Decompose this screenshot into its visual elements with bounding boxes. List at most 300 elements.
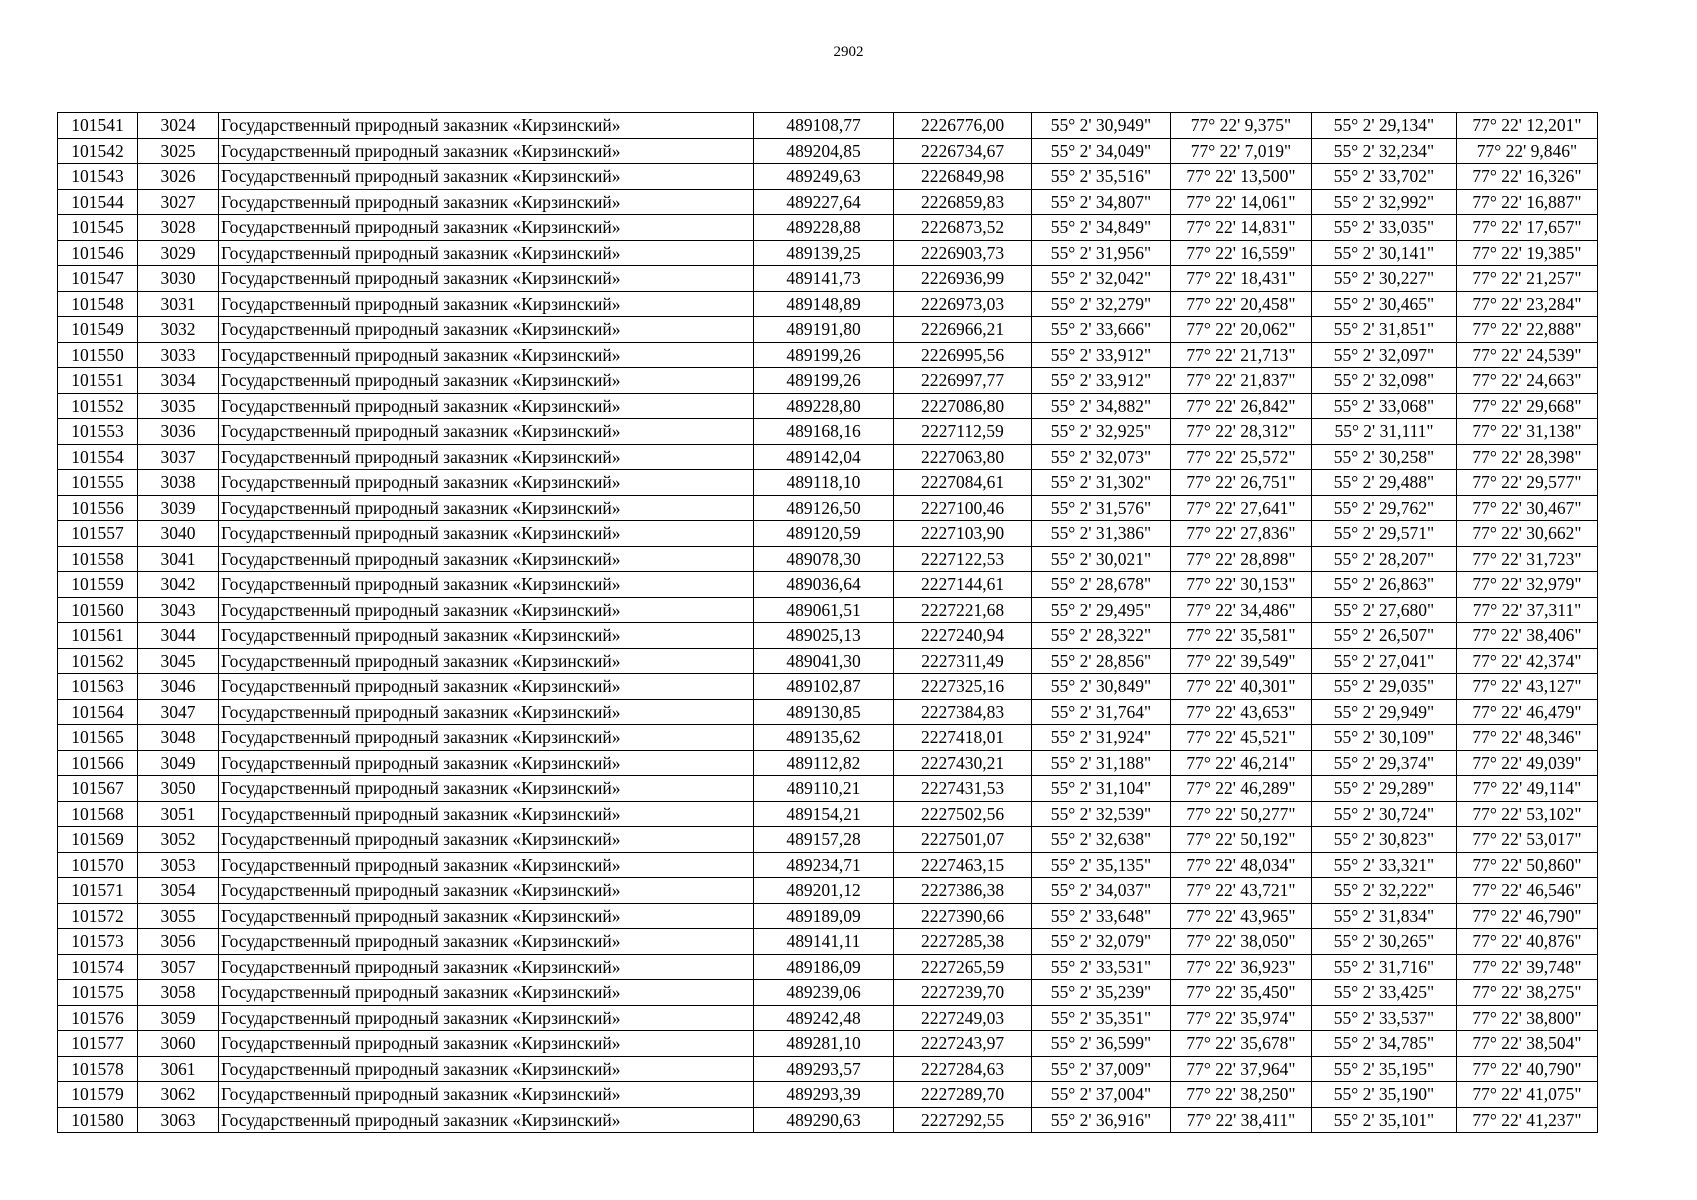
cell-y: 2227289,70 (894, 1082, 1032, 1108)
cell-id: 101570 (58, 852, 138, 878)
cell-x: 489157,28 (754, 827, 894, 853)
cell-lat-1: 55° 2' 32,638" (1032, 827, 1171, 853)
cell-lon-2: 77° 22' 32,979" (1457, 572, 1598, 598)
cell-lat-1: 55° 2' 30,949" (1032, 113, 1171, 139)
cell-lon-1: 77° 22' 28,312" (1171, 419, 1312, 445)
cell-point-number: 3058 (138, 980, 219, 1006)
table-row (58, 546, 1598, 572)
cell-id: 101565 (58, 725, 138, 751)
cell-lon-1: 77° 22' 35,678" (1171, 1031, 1312, 1057)
table-row (58, 266, 1598, 292)
cell-id: 101572 (58, 903, 138, 929)
cell-lon-1: 77° 22' 38,411" (1171, 1107, 1312, 1133)
cell-name: Государственный природный заказник «Кирзинский» (219, 954, 754, 980)
cell-lat-1: 55° 2' 32,042" (1032, 266, 1171, 292)
cell-lon-1: 77° 22' 14,061" (1171, 189, 1312, 215)
cell-name: Государственный природный заказник «Кирзинский» (219, 444, 754, 470)
cell-point-number: 3052 (138, 827, 219, 853)
cell-x: 489168,16 (754, 419, 894, 445)
cell-id: 101575 (58, 980, 138, 1006)
table-row (58, 572, 1598, 598)
cell-id: 101545 (58, 215, 138, 241)
cell-point-number: 3041 (138, 546, 219, 572)
cell-point-number: 3049 (138, 750, 219, 776)
cell-lon-2: 77° 22' 30,467" (1457, 495, 1598, 521)
cell-lon-1: 77° 22' 16,559" (1171, 240, 1312, 266)
cell-id: 101558 (58, 546, 138, 572)
cell-point-number: 3033 (138, 342, 219, 368)
cell-lon-2: 77° 22' 30,662" (1457, 521, 1598, 547)
cell-y: 2227221,68 (894, 597, 1032, 623)
cell-y: 2227501,07 (894, 827, 1032, 853)
cell-lon-1: 77° 22' 35,450" (1171, 980, 1312, 1006)
table-row (58, 674, 1598, 700)
cell-y: 2227100,46 (894, 495, 1032, 521)
cell-x: 489061,51 (754, 597, 894, 623)
cell-name: Государственный природный заказник «Кирзинский» (219, 470, 754, 496)
table-row (58, 113, 1598, 139)
cell-x: 489293,39 (754, 1082, 894, 1108)
cell-point-number: 3060 (138, 1031, 219, 1057)
cell-lon-2: 77° 22' 46,790" (1457, 903, 1598, 929)
cell-lat-2: 55° 2' 30,109" (1312, 725, 1457, 751)
cell-lon-1: 77° 22' 43,653" (1171, 699, 1312, 725)
table-row (58, 1056, 1598, 1082)
cell-id: 101563 (58, 674, 138, 700)
cell-lat-2: 55° 2' 30,141" (1312, 240, 1457, 266)
cell-id: 101556 (58, 495, 138, 521)
cell-point-number: 3038 (138, 470, 219, 496)
cell-lon-1: 77° 22' 50,277" (1171, 801, 1312, 827)
cell-x: 489234,71 (754, 852, 894, 878)
table-row (58, 903, 1598, 929)
table-row (58, 215, 1598, 241)
cell-y: 2226873,52 (894, 215, 1032, 241)
cell-name: Государственный природный заказник «Кирзинский» (219, 1056, 754, 1082)
cell-id: 101576 (58, 1005, 138, 1031)
cell-x: 489078,30 (754, 546, 894, 572)
cell-point-number: 3045 (138, 648, 219, 674)
cell-lat-2: 55° 2' 33,321" (1312, 852, 1457, 878)
cell-x: 489036,64 (754, 572, 894, 598)
cell-lon-1: 77° 22' 43,721" (1171, 878, 1312, 904)
cell-lat-1: 55° 2' 33,912" (1032, 368, 1171, 394)
table-row (58, 801, 1598, 827)
cell-id: 101548 (58, 291, 138, 317)
cell-name: Государственный природный заказник «Кирзинский» (219, 1107, 754, 1133)
cell-y: 2226966,21 (894, 317, 1032, 343)
cell-id: 101544 (58, 189, 138, 215)
cell-x: 489249,63 (754, 164, 894, 190)
cell-lon-2: 77° 22' 29,668" (1457, 393, 1598, 419)
cell-x: 489135,62 (754, 725, 894, 751)
cell-lat-1: 55° 2' 31,576" (1032, 495, 1171, 521)
cell-name: Государственный природный заказник «Кирзинский» (219, 215, 754, 241)
cell-point-number: 3061 (138, 1056, 219, 1082)
cell-point-number: 3032 (138, 317, 219, 343)
cell-name: Государственный природный заказник «Кирзинский» (219, 495, 754, 521)
table-row (58, 929, 1598, 955)
cell-lat-1: 55° 2' 33,666" (1032, 317, 1171, 343)
cell-point-number: 3048 (138, 725, 219, 751)
cell-name: Государственный природный заказник «Кирзинский» (219, 189, 754, 215)
cell-name: Государственный природный заказник «Кирзинский» (219, 699, 754, 725)
cell-lon-2: 77° 22' 31,138" (1457, 419, 1598, 445)
cell-lat-1: 55° 2' 37,004" (1032, 1082, 1171, 1108)
cell-lat-1: 55° 2' 32,279" (1032, 291, 1171, 317)
table-row (58, 419, 1598, 445)
cell-y: 2227390,66 (894, 903, 1032, 929)
cell-id: 101555 (58, 470, 138, 496)
cell-y: 2227418,01 (894, 725, 1032, 751)
cell-lat-2: 55° 2' 35,190" (1312, 1082, 1457, 1108)
cell-lon-2: 77° 22' 49,039" (1457, 750, 1598, 776)
cell-lon-1: 77° 22' 50,192" (1171, 827, 1312, 853)
cell-lon-2: 77° 22' 40,876" (1457, 929, 1598, 955)
cell-lon-2: 77° 22' 23,284" (1457, 291, 1598, 317)
cell-id: 101541 (58, 113, 138, 139)
cell-y: 2227384,83 (894, 699, 1032, 725)
cell-lat-1: 55° 2' 34,037" (1032, 878, 1171, 904)
cell-lat-2: 55° 2' 34,785" (1312, 1031, 1457, 1057)
cell-lon-1: 77° 22' 20,062" (1171, 317, 1312, 343)
cell-lat-2: 55° 2' 30,465" (1312, 291, 1457, 317)
cell-id: 101554 (58, 444, 138, 470)
cell-lat-2: 55° 2' 35,101" (1312, 1107, 1457, 1133)
cell-point-number: 3050 (138, 776, 219, 802)
cell-lat-2: 55° 2' 31,834" (1312, 903, 1457, 929)
cell-lon-1: 77° 22' 13,500" (1171, 164, 1312, 190)
cell-x: 489293,57 (754, 1056, 894, 1082)
cell-lat-1: 55° 2' 30,021" (1032, 546, 1171, 572)
cell-y: 2226903,73 (894, 240, 1032, 266)
cell-name: Государственный природный заказник «Кирзинский» (219, 674, 754, 700)
cell-lat-1: 55° 2' 35,135" (1032, 852, 1171, 878)
cell-id: 101559 (58, 572, 138, 598)
cell-lat-1: 55° 2' 34,882" (1032, 393, 1171, 419)
cell-x: 489290,63 (754, 1107, 894, 1133)
cell-x: 489186,09 (754, 954, 894, 980)
cell-lon-1: 77° 22' 27,641" (1171, 495, 1312, 521)
cell-lon-1: 77° 22' 35,581" (1171, 623, 1312, 649)
cell-y: 2227243,97 (894, 1031, 1032, 1057)
cell-lon-1: 77° 22' 39,549" (1171, 648, 1312, 674)
cell-x: 489142,04 (754, 444, 894, 470)
cell-lat-2: 55° 2' 29,571" (1312, 521, 1457, 547)
cell-name: Государственный природный заказник «Кирзинский» (219, 725, 754, 751)
cell-y: 2227285,38 (894, 929, 1032, 955)
cell-lat-2: 55° 2' 26,507" (1312, 623, 1457, 649)
cell-name: Государственный природный заказник «Кирзинский» (219, 1031, 754, 1057)
cell-lon-1: 77° 22' 48,034" (1171, 852, 1312, 878)
cell-lat-1: 55° 2' 32,079" (1032, 929, 1171, 955)
cell-x: 489130,85 (754, 699, 894, 725)
cell-id: 101577 (58, 1031, 138, 1057)
cell-point-number: 3053 (138, 852, 219, 878)
cell-lon-2: 77° 22' 12,201" (1457, 113, 1598, 139)
cell-lat-1: 55° 2' 29,495" (1032, 597, 1171, 623)
cell-lat-1: 55° 2' 34,807" (1032, 189, 1171, 215)
cell-lat-2: 55° 2' 33,537" (1312, 1005, 1457, 1031)
cell-lat-1: 55° 2' 32,925" (1032, 419, 1171, 445)
cell-name: Государственный природный заказник «Кирзинский» (219, 878, 754, 904)
cell-point-number: 3044 (138, 623, 219, 649)
cell-lon-2: 77° 22' 42,374" (1457, 648, 1598, 674)
cell-name: Государственный природный заказник «Кирзинский» (219, 546, 754, 572)
cell-lat-2: 55° 2' 26,863" (1312, 572, 1457, 598)
cell-y: 2227144,61 (894, 572, 1032, 598)
table-row (58, 342, 1598, 368)
cell-name: Государственный природный заказник «Кирзинский» (219, 266, 754, 292)
table-row (58, 980, 1598, 1006)
cell-x: 489141,73 (754, 266, 894, 292)
cell-name: Государственный природный заказник «Кирзинский» (219, 317, 754, 343)
cell-point-number: 3029 (138, 240, 219, 266)
cell-lon-2: 77° 22' 39,748" (1457, 954, 1598, 980)
cell-lon-1: 77° 22' 7,019" (1171, 138, 1312, 164)
cell-name: Государственный природный заказник «Кирзинский» (219, 138, 754, 164)
cell-name: Государственный природный заказник «Кирзинский» (219, 164, 754, 190)
table-row (58, 1082, 1598, 1108)
cell-lon-1: 77° 22' 28,898" (1171, 546, 1312, 572)
cell-y: 2227431,53 (894, 776, 1032, 802)
cell-id: 101543 (58, 164, 138, 190)
cell-y: 2227239,70 (894, 980, 1032, 1006)
cell-id: 101546 (58, 240, 138, 266)
cell-name: Государственный природный заказник «Кирзинский» (219, 597, 754, 623)
table-row (58, 291, 1598, 317)
cell-lon-2: 77° 22' 24,663" (1457, 368, 1598, 394)
cell-x: 489199,26 (754, 342, 894, 368)
cell-lat-2: 55° 2' 29,374" (1312, 750, 1457, 776)
cell-lon-2: 77° 22' 46,479" (1457, 699, 1598, 725)
cell-lat-2: 55° 2' 30,265" (1312, 929, 1457, 955)
cell-id: 101551 (58, 368, 138, 394)
cell-lat-1: 55° 2' 35,239" (1032, 980, 1171, 1006)
cell-lat-2: 55° 2' 28,207" (1312, 546, 1457, 572)
cell-y: 2227103,90 (894, 521, 1032, 547)
cell-lon-1: 77° 22' 46,214" (1171, 750, 1312, 776)
cell-y: 2226849,98 (894, 164, 1032, 190)
cell-id: 101579 (58, 1082, 138, 1108)
cell-lon-2: 77° 22' 53,017" (1457, 827, 1598, 853)
cell-y: 2227084,61 (894, 470, 1032, 496)
cell-lon-2: 77° 22' 46,546" (1457, 878, 1598, 904)
cell-point-number: 3043 (138, 597, 219, 623)
cell-lon-1: 77° 22' 27,836" (1171, 521, 1312, 547)
cell-lat-1: 55° 2' 28,856" (1032, 648, 1171, 674)
cell-lon-1: 77° 22' 21,837" (1171, 368, 1312, 394)
cell-lon-1: 77° 22' 46,289" (1171, 776, 1312, 802)
cell-lon-1: 77° 22' 34,486" (1171, 597, 1312, 623)
cell-name: Государственный природный заказник «Кирзинский» (219, 750, 754, 776)
cell-lat-2: 55° 2' 31,716" (1312, 954, 1457, 980)
cell-x: 489228,80 (754, 393, 894, 419)
cell-lat-1: 55° 2' 34,049" (1032, 138, 1171, 164)
cell-x: 489139,25 (754, 240, 894, 266)
cell-lon-2: 77° 22' 41,075" (1457, 1082, 1598, 1108)
cell-id: 101571 (58, 878, 138, 904)
cell-lat-2: 55° 2' 33,702" (1312, 164, 1457, 190)
cell-point-number: 3035 (138, 393, 219, 419)
table-row (58, 878, 1598, 904)
cell-lon-2: 77° 22' 49,114" (1457, 776, 1598, 802)
cell-id: 101573 (58, 929, 138, 955)
cell-id: 101552 (58, 393, 138, 419)
cell-point-number: 3056 (138, 929, 219, 955)
cell-y: 2227325,16 (894, 674, 1032, 700)
cell-lon-2: 77° 22' 53,102" (1457, 801, 1598, 827)
cell-name: Государственный природный заказник «Кирзинский» (219, 648, 754, 674)
coordinates-table (57, 112, 1598, 1133)
cell-y: 2227265,59 (894, 954, 1032, 980)
cell-lon-2: 77° 22' 29,577" (1457, 470, 1598, 496)
cell-lat-1: 55° 2' 32,073" (1032, 444, 1171, 470)
cell-point-number: 3030 (138, 266, 219, 292)
cell-lon-2: 77° 22' 38,504" (1457, 1031, 1598, 1057)
cell-lon-1: 77° 22' 30,153" (1171, 572, 1312, 598)
cell-lat-2: 55° 2' 29,289" (1312, 776, 1457, 802)
cell-name: Государственный природный заказник «Кирзинский» (219, 903, 754, 929)
cell-lat-2: 55° 2' 30,823" (1312, 827, 1457, 853)
cell-x: 489199,26 (754, 368, 894, 394)
cell-lon-1: 77° 22' 43,965" (1171, 903, 1312, 929)
cell-id: 101569 (58, 827, 138, 853)
cell-point-number: 3062 (138, 1082, 219, 1108)
cell-lat-1: 55° 2' 31,188" (1032, 750, 1171, 776)
table-row (58, 1107, 1598, 1133)
cell-point-number: 3040 (138, 521, 219, 547)
cell-lat-2: 55° 2' 35,195" (1312, 1056, 1457, 1082)
table-row (58, 699, 1598, 725)
cell-lat-2: 55° 2' 30,227" (1312, 266, 1457, 292)
cell-y: 2227311,49 (894, 648, 1032, 674)
table-row (58, 444, 1598, 470)
cell-id: 101566 (58, 750, 138, 776)
cell-x: 489204,85 (754, 138, 894, 164)
table-row (58, 597, 1598, 623)
cell-x: 489148,89 (754, 291, 894, 317)
cell-x: 489154,21 (754, 801, 894, 827)
cell-lat-2: 55° 2' 32,992" (1312, 189, 1457, 215)
cell-name: Государственный природный заказник «Кирзинский» (219, 776, 754, 802)
cell-lon-1: 77° 22' 20,458" (1171, 291, 1312, 317)
cell-lat-2: 55° 2' 30,258" (1312, 444, 1457, 470)
cell-x: 489242,48 (754, 1005, 894, 1031)
cell-lat-1: 55° 2' 31,924" (1032, 725, 1171, 751)
cell-lat-2: 55° 2' 29,949" (1312, 699, 1457, 725)
cell-lat-2: 55° 2' 32,222" (1312, 878, 1457, 904)
cell-name: Государственный природный заказник «Кирзинский» (219, 623, 754, 649)
cell-id: 101578 (58, 1056, 138, 1082)
cell-lon-2: 77° 22' 38,406" (1457, 623, 1598, 649)
cell-lat-1: 55° 2' 36,599" (1032, 1031, 1171, 1057)
cell-name: Государственный природный заказник «Кирзинский» (219, 980, 754, 1006)
cell-id: 101562 (58, 648, 138, 674)
cell-lon-2: 77° 22' 38,275" (1457, 980, 1598, 1006)
cell-point-number: 3028 (138, 215, 219, 241)
cell-point-number: 3036 (138, 419, 219, 445)
cell-lon-1: 77° 22' 9,375" (1171, 113, 1312, 139)
cell-y: 2226936,99 (894, 266, 1032, 292)
cell-x: 489141,11 (754, 929, 894, 955)
cell-y: 2227063,80 (894, 444, 1032, 470)
cell-x: 489108,77 (754, 113, 894, 139)
cell-lon-1: 77° 22' 21,713" (1171, 342, 1312, 368)
cell-lon-2: 77° 22' 16,326" (1457, 164, 1598, 190)
cell-point-number: 3047 (138, 699, 219, 725)
cell-lon-2: 77° 22' 21,257" (1457, 266, 1598, 292)
cell-x: 489191,80 (754, 317, 894, 343)
cell-point-number: 3034 (138, 368, 219, 394)
table-row (58, 470, 1598, 496)
cell-lon-2: 77° 22' 50,860" (1457, 852, 1598, 878)
cell-point-number: 3026 (138, 164, 219, 190)
table-row (58, 368, 1598, 394)
table-row (58, 827, 1598, 853)
table-row (58, 495, 1598, 521)
cell-y: 2227502,56 (894, 801, 1032, 827)
table-row (58, 138, 1598, 164)
cell-x: 489102,87 (754, 674, 894, 700)
cell-lon-1: 77° 22' 40,301" (1171, 674, 1312, 700)
cell-id: 101553 (58, 419, 138, 445)
table-row (58, 725, 1598, 751)
table-row (58, 1031, 1598, 1057)
cell-lat-1: 55° 2' 35,351" (1032, 1005, 1171, 1031)
cell-name: Государственный природный заказник «Кирзинский» (219, 113, 754, 139)
cell-y: 2226776,00 (894, 113, 1032, 139)
cell-x: 489228,88 (754, 215, 894, 241)
cell-x: 489120,59 (754, 521, 894, 547)
table-row (58, 189, 1598, 215)
cell-lat-1: 55° 2' 30,849" (1032, 674, 1171, 700)
cell-lat-1: 55° 2' 31,764" (1032, 699, 1171, 725)
cell-lon-1: 77° 22' 25,572" (1171, 444, 1312, 470)
cell-name: Государственный природный заказник «Кирзинский» (219, 291, 754, 317)
cell-lon-2: 77° 22' 16,887" (1457, 189, 1598, 215)
cell-id: 101561 (58, 623, 138, 649)
cell-x: 489227,64 (754, 189, 894, 215)
cell-x: 489025,13 (754, 623, 894, 649)
cell-lat-1: 55° 2' 35,516" (1032, 164, 1171, 190)
cell-lon-2: 77° 22' 37,311" (1457, 597, 1598, 623)
cell-y: 2226995,56 (894, 342, 1032, 368)
cell-lon-2: 77° 22' 31,723" (1457, 546, 1598, 572)
cell-name: Государственный природный заказник «Кирзинский» (219, 1005, 754, 1031)
cell-point-number: 3039 (138, 495, 219, 521)
cell-y: 2227430,21 (894, 750, 1032, 776)
cell-lat-2: 55° 2' 29,762" (1312, 495, 1457, 521)
cell-x: 489239,06 (754, 980, 894, 1006)
cell-y: 2226734,67 (894, 138, 1032, 164)
cell-lon-2: 77° 22' 22,888" (1457, 317, 1598, 343)
cell-lat-2: 55° 2' 29,488" (1312, 470, 1457, 496)
cell-y: 2227463,15 (894, 852, 1032, 878)
cell-y: 2226973,03 (894, 291, 1032, 317)
cell-lon-2: 77° 22' 28,398" (1457, 444, 1598, 470)
cell-lon-1: 77° 22' 14,831" (1171, 215, 1312, 241)
cell-y: 2227284,63 (894, 1056, 1032, 1082)
cell-lon-2: 77° 22' 40,790" (1457, 1056, 1598, 1082)
cell-y: 2227086,80 (894, 393, 1032, 419)
cell-lon-1: 77° 22' 36,923" (1171, 954, 1312, 980)
cell-lon-2: 77° 22' 43,127" (1457, 674, 1598, 700)
cell-name: Государственный природный заказник «Кирзинский» (219, 342, 754, 368)
cell-name: Государственный природный заказник «Кирзинский» (219, 801, 754, 827)
cell-lat-2: 55° 2' 27,041" (1312, 648, 1457, 674)
cell-point-number: 3024 (138, 113, 219, 139)
